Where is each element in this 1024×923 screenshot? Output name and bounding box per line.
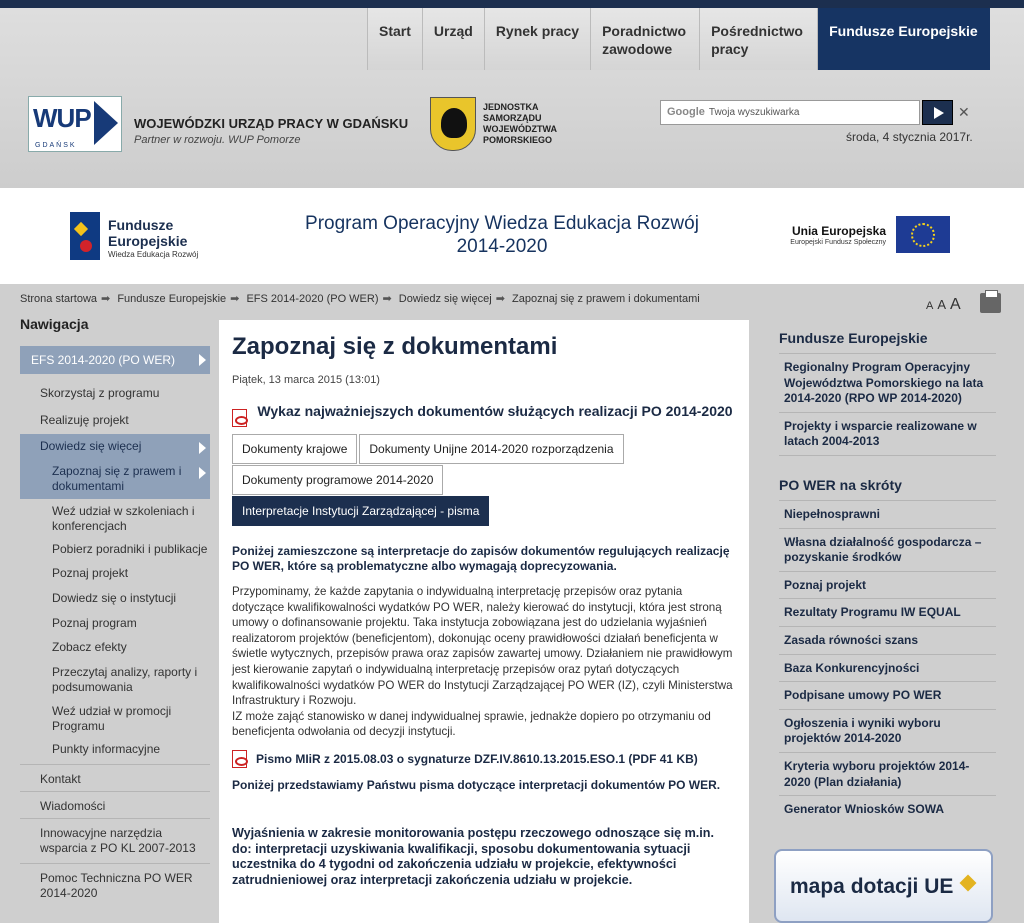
pismo-link-text[interactable]: Pismo MIiR z 2015.08.03 o sygnaturze DZF.IV.8610.13.2015.ESO.1 (PDF 41 KB) [256, 751, 698, 766]
griffin-icon [441, 108, 467, 138]
link-niepelnosprawni[interactable]: Niepełnosprawni [779, 500, 996, 528]
efs-label: Europejski Fundusz Społeczny [790, 239, 886, 246]
wup-logo-text: WUP [33, 103, 91, 133]
section-divider [779, 455, 996, 477]
arrow-icon: ➡ [101, 293, 111, 305]
fe-logo-line2: Europejskie [108, 233, 188, 249]
nav-start[interactable]: Start [367, 8, 422, 70]
link-generator-sowa[interactable]: Generator Wniosków SOWA [779, 795, 996, 823]
arrow-icon: ➡ [495, 293, 505, 305]
coat-of-arms[interactable] [430, 97, 476, 151]
leftnav-item-analizy[interactable]: Przeczytaj analizy, raporty i podsumowania [52, 665, 198, 694]
monitoring-explanation: Wyjaśnienia w zakresie monitorowania postępu rzeczowego odnoszące się m.in. do: interpretacji uzyskiwania kwalifikacji, sposobu dokumentowania sytuacji uczestnika do 4 tygodni od zakończenia udziału w projekcie, efektywności zatrudnieniowej oraz interpretacji zakończenia udziału w projekcie. [232, 825, 714, 887]
leftnav-item-efekty[interactable]: Zobacz efekty [52, 640, 127, 654]
link-kryteria[interactable]: Kryteria wyboru projektów 2014-2020 (Plan działania) [779, 752, 996, 795]
main-content [219, 320, 749, 923]
page-title: Zapoznaj się z dokumentami [232, 333, 558, 360]
nav-poradnictwo[interactable]: Poradnictwo zawodowe [590, 8, 699, 70]
leftnav-item-wiadomosci[interactable]: Wiadomości [20, 791, 210, 818]
dot-icon [80, 240, 92, 252]
pdf-icon [232, 750, 247, 768]
link-rownosc-szans[interactable]: Zasada równości szans [779, 626, 996, 654]
leftnav-item-skorzystaj[interactable]: Skorzystaj z programu [40, 386, 160, 400]
leftnav-item-zapoznaj[interactable]: Zapoznaj się z prawem i dokumentami [20, 459, 210, 499]
leftnav-item-innowacyjne[interactable]: Innowacyjne narzędzia wsparcia z PO KL 2007-2013 [20, 818, 210, 863]
wup-arrow-icon [94, 101, 118, 145]
arrow-icon: ➡ [382, 293, 392, 305]
font-small-button[interactable]: A [926, 300, 934, 312]
document-tabs [232, 434, 736, 526]
font-large-button[interactable]: A [950, 296, 961, 313]
tab-dokumenty-krajowe[interactable]: Dokumenty krajowe [232, 434, 357, 464]
left-navigation [20, 316, 210, 909]
leftnav-item-pomoc-techniczna[interactable]: Pomoc Techniczna PO WER 2014-2020 [20, 863, 210, 909]
publish-date: Piątek, 13 marca 2015 (13:01) [232, 374, 380, 386]
link-projekty-2004-2013[interactable]: Projekty i wsparcie realizowane w latach 2004-2013 [779, 412, 996, 455]
fe-logo[interactable] [70, 212, 100, 260]
search-input[interactable] [660, 100, 920, 125]
search-arrow-icon [934, 107, 944, 119]
link-rezultaty-equal[interactable]: Rezultaty Programu IW EQUAL [779, 598, 996, 626]
nav-posrednictwo[interactable]: Pośrednictwo pracy [699, 8, 817, 70]
fe-logo-line3: Wiedza Edukacja Rozwój [108, 250, 199, 259]
printer-icon[interactable] [980, 293, 1001, 313]
leftnav-item-szkolenia[interactable]: Weź udział w szkoleniach i konferencjach [52, 504, 195, 533]
letters-intro: Poniżej przedstawiamy Państwu pisma dotyczące interpretacji dokumentów PO WER. [232, 777, 721, 792]
paragraph-part-2: Działaniem nie prawidłowym jest kierowanie zapytań o indywidualną interpretację przepisów oraz pytań dotyczących kwalifikowalności wydatków PO WER do Instytucji Zarządzającej PO WER (IZ), czyli Ministerstwa Infrastruktury i Rozwoju. [232, 647, 733, 708]
documents-header-text: Wykaz najważniejszych dokumentów służących realizacji PO 2014-2020 [257, 403, 733, 419]
tab-dokumenty-unijne[interactable]: Dokumenty Unijne 2014-2020 rozporządzenia [359, 434, 623, 464]
leftnav-item-poznaj-projekt[interactable]: Poznaj projekt [52, 566, 129, 580]
leftnav-item-promocja[interactable]: Weź udział w promocji Programu [52, 704, 172, 733]
ue-label: Unia Europejska [791, 224, 886, 238]
nav-rynek-pracy[interactable]: Rynek pracy [484, 8, 590, 70]
search-brand: Google [667, 106, 705, 118]
jst-label: JEDNOSTKA SAMORZĄDU WOJEWÓDZTWA POMORSKIEGO [483, 102, 557, 145]
eu-flag[interactable] [896, 216, 950, 253]
leftnav-item-kontakt[interactable]: Kontakt [20, 764, 210, 791]
star-icon [74, 222, 88, 236]
eu-stars-icon [911, 223, 935, 247]
documents-header [232, 402, 736, 420]
nav-fundusze-europejskie[interactable]: Fundusze Europejskie [817, 8, 990, 70]
leftnav-item-punkty[interactable]: Punkty informacyjne [52, 742, 161, 756]
tab-dokumenty-programowe[interactable]: Dokumenty programowe 2014-2020 [232, 465, 443, 495]
pismo-pdf-link[interactable] [232, 752, 736, 766]
nav-urzad[interactable]: Urząd [422, 8, 484, 70]
fe-logo-line1: Fundusze [108, 217, 174, 233]
link-podpisane-umowy[interactable]: Podpisane umowy PO WER [779, 681, 996, 709]
paragraph-part-3: IZ może zająć stanowisko w danej indywidualnej sprawie, jednakże dopiero po otrzymaniu od beneficjenta odwołania od decyzji instytucji. [232, 709, 711, 739]
top-nav [367, 8, 990, 70]
wup-logo-city: GDAŃSK [35, 142, 77, 149]
breadcrumb-item[interactable]: Fundusze Europejskie [117, 293, 227, 305]
font-medium-button[interactable]: A [937, 297, 947, 312]
wup-logo[interactable] [28, 96, 122, 152]
intro-paragraph [232, 584, 736, 740]
search-placeholder: Twoja wyszukiwarka [708, 107, 800, 118]
star-icon [960, 875, 977, 892]
program-banner [0, 188, 1024, 284]
leftnav-item-poradniki[interactable]: Pobierz poradniki i publikacje [52, 542, 208, 556]
link-rpo-wp[interactable]: Regionalny Program Operacyjny Województwa Pomorskiego na lata 2014-2020 (RPO WP 2014-2020) [779, 353, 996, 412]
link-dzialalnosc[interactable]: Własna działalność gospodarcza – pozyskanie środków [779, 528, 996, 571]
leftnav-item-instytucja[interactable]: Dowiedz się o instytucji [52, 591, 177, 605]
breadcrumb-item[interactable]: Strona startowa [20, 293, 98, 305]
org-tagline: Partner w rozwoju. WUP Pomorze [134, 134, 301, 146]
pdf-icon [232, 409, 247, 427]
intro-lead: Poniżej zamieszczone są interpretacje do zapisów dokumentów regulujących realizację PO WER, które są problematyczne albo wymagają doprecyzowania. [232, 544, 730, 573]
arrow-icon: ➡ [230, 293, 240, 305]
current-date: środa, 4 stycznia 2017r. [846, 130, 973, 144]
section-title-po-wer: PO WER na skróty [779, 476, 902, 493]
link-poznaj-projekt[interactable]: Poznaj projekt [779, 571, 996, 599]
section-title-fundusze: Fundusze Europejskie [779, 330, 928, 346]
breadcrumb [20, 292, 700, 305]
close-icon[interactable]: ✕ [958, 104, 970, 120]
font-size-controls [926, 296, 965, 314]
nav-title: Nawigacja [20, 316, 89, 332]
link-ogloszenia[interactable]: Ogłoszenia i wyniki wyboru projektów 2014-2020 [779, 709, 996, 752]
top-bar [0, 0, 1024, 8]
leftnav-item-efs[interactable]: EFS 2014-2020 (PO WER) [20, 346, 210, 374]
breadcrumb-item[interactable]: EFS 2014-2020 (PO WER) [246, 293, 379, 305]
banner-title: Program Operacyjny Wiedza Edukacja Rozwój 2014-2020 [305, 213, 699, 257]
link-baza-konkurencyjnosci[interactable]: Baza Konkurencyjności [779, 654, 996, 682]
right-sidebar [779, 330, 996, 823]
org-name: WOJEWÓDZKI URZĄD PRACY W GDAŃSKU [134, 116, 409, 131]
tab-interpretacje[interactable]: Interpretacje Instytucji Zarządzającej - pisma [232, 496, 489, 526]
paragraph-part-1: Przypominamy, że każde zapytania o indywidualną interpretację przepisów oraz pytania dotyczące kwalifikowalności wydatków PO WER, należy kierować do instytucji, która jest stroną umowy o dofinansowanie projektu. Taka instytucja zobowiązana jest do udzielania wyjaśnień realizatorom projektów (beneficjentom), dokonując oceny prawidłowości działań beneficjenta w świetle wytycznych, przepisów prawa oraz zapisów zawartej umowy. [232, 585, 722, 661]
leftnav-item-realizuje[interactable]: Realizuję projekt [40, 413, 129, 427]
leftnav-item-program[interactable]: Poznaj program [52, 616, 137, 630]
search-button[interactable] [922, 100, 953, 125]
breadcrumb-item[interactable]: Dowiedz się więcej [398, 293, 492, 305]
leftnav-item-dowiedz[interactable]: Dowiedz się więcej [20, 434, 210, 459]
breadcrumb-current[interactable]: Zapoznaj się z prawem i dokumentami [512, 293, 700, 305]
mapa-dotacji-banner[interactable] [774, 849, 993, 923]
mapa-dotacji-label: mapa dotacji UE [790, 875, 954, 898]
